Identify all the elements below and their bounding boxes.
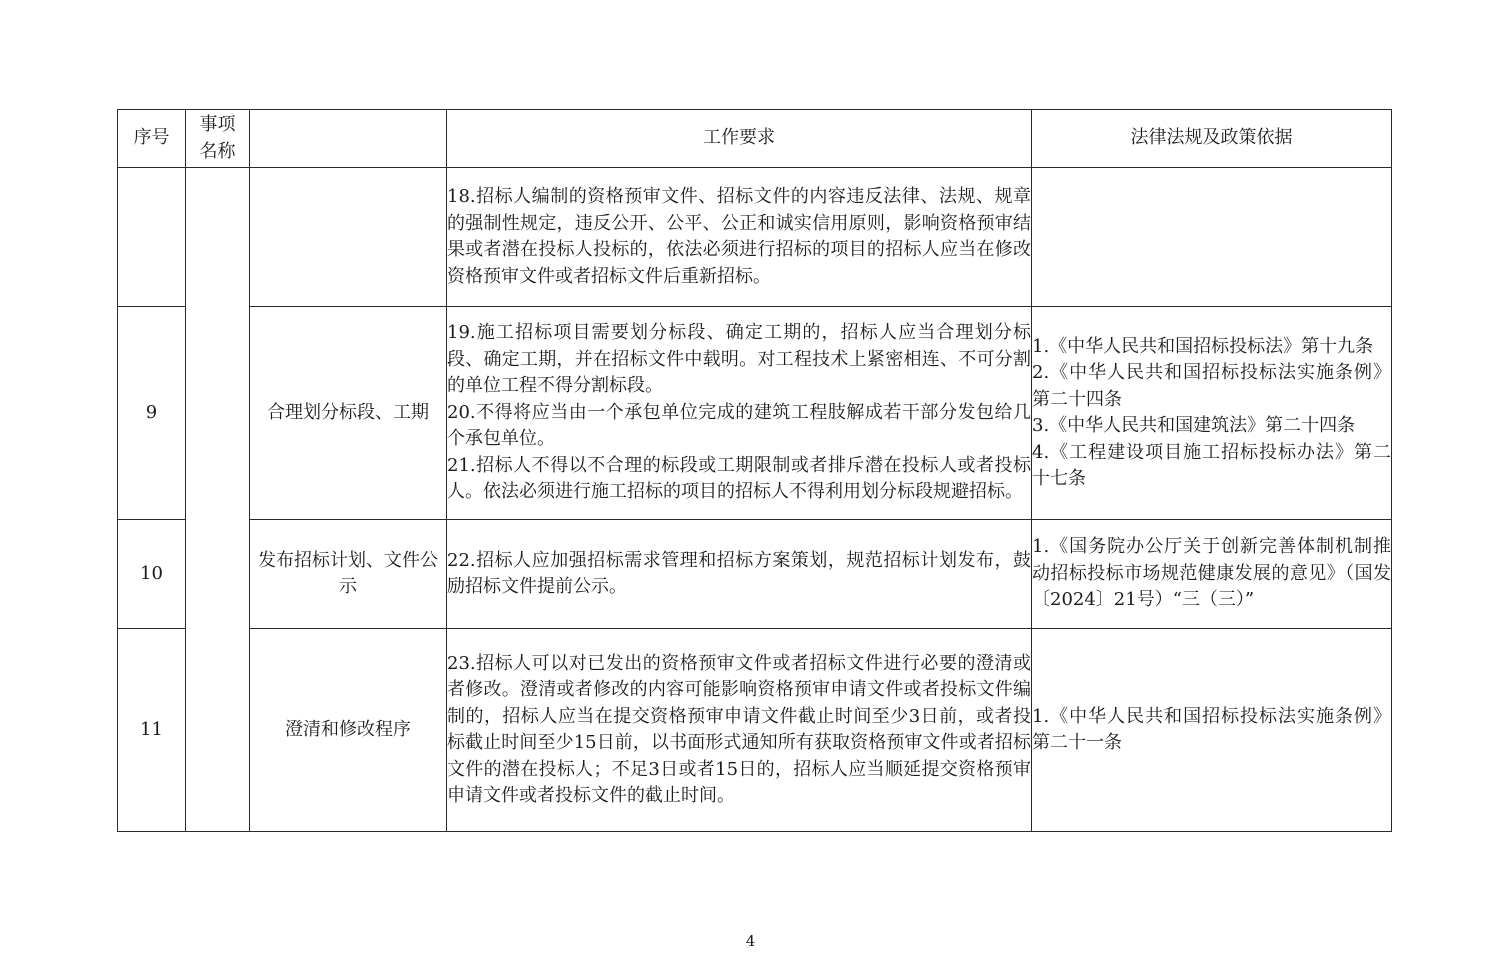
law-item: 1.《中华人民共和国招标投标法》第十九条 — [1032, 335, 1374, 357]
row-requirements — [447, 520, 1032, 629]
row-seq: 9 — [118, 307, 186, 520]
table-header-row — [118, 110, 1392, 168]
header-name — [186, 110, 250, 168]
requirement-item: 18.招标人编制的资格预审文件、招标文件的内容违反法律、法规、规章的强制性规定，违反公开、公平、公正和诚实信用原则，影响资格预审结果或者潜在投标人投标的，依法必须进行招标的项目的招标人应当在修改资格预审文件或者招标文件后重新招标。 — [447, 186, 1031, 287]
row-requirements — [447, 168, 1032, 307]
law-item: 2.《中华人民共和国招标投标法实施条例》第二十四条 — [1032, 362, 1391, 410]
row-sub: 澄清和修改程序 — [250, 629, 447, 832]
requirement-item: 19.施工招标项目需要划分标段、确定工期的，招标人应当合理划分标段、确定工期，并在招标文件中载明。对工程技术上紧密相连、不可分割的单位工程不得分割标段。 — [447, 322, 1031, 397]
row-sub: 合理划分标段、工期 — [250, 307, 447, 520]
row-laws — [1032, 307, 1392, 520]
requirement-item: 23.招标人可以对已发出的资格预审文件或者招标文件进行必要的澄清或者修改。澄清或者修改的内容可能影响资格预审申请文件或者投标文件编制的，招标人应当在提交资格预审申请文件截止时间至少3日前，或者投标截止时间至少15日前，以书面形式通知所有获取资格预审文件或者招标文件的潜在投标人；不足3日或者15日的，招标人应当顺延提交资格预审申请文件或者投标文件的截止时间。 — [447, 652, 1031, 806]
row-requirements — [447, 307, 1032, 520]
requirement-item: 22.招标人应加强招标需求管理和招标方案策划，规范招标计划发布，鼓励招标文件提前公示。 — [447, 549, 1031, 597]
row-sub: 发布招标计划、文件公示 — [250, 520, 447, 629]
requirement-item: 21.招标人不得以不合理的标段或工期限制或者排斥潜在投标人或者投标人。依法必须进行施工招标的项目的招标人不得利用划分标段规避招标。 — [447, 454, 1031, 503]
row-seq: 10 — [118, 520, 186, 629]
table-row — [118, 629, 1392, 832]
row-seq — [118, 168, 186, 307]
item-name-cell — [186, 168, 250, 832]
row-laws — [1032, 168, 1392, 307]
row-laws — [1032, 629, 1392, 832]
header-law: 法律法规及政策依据 — [1032, 110, 1392, 168]
header-name-text: 事项 名称 — [199, 114, 236, 162]
law-item: 4.《工程建设项目施工招标投标办法》第二十七条 — [1032, 441, 1391, 489]
law-item: 1.《中华人民共和国招标投标法实施条例》第二十一条 — [1032, 705, 1391, 753]
table-row — [118, 168, 1392, 307]
requirement-item: 20.不得将应当由一个承包单位完成的建筑工程肢解成若干部分发包给几个承包单位。 — [447, 401, 1031, 450]
page-number: 4 — [745, 932, 756, 950]
table-row — [118, 520, 1392, 629]
regulation-table — [117, 109, 1392, 832]
law-item: 1.《国务院办公厅关于创新完善体制机制推动招标投标市场规范健康发展的意见》（国发〔2024〕21号）“三（三）” — [1032, 536, 1391, 611]
row-sub — [250, 168, 447, 307]
law-item: 3.《中华人民共和国建筑法》第二十四条 — [1032, 415, 1356, 436]
row-requirements — [447, 629, 1032, 832]
table-row — [118, 307, 1392, 520]
header-requirement: 工作要求 — [447, 110, 1032, 168]
header-sub — [250, 110, 447, 168]
row-seq: 11 — [118, 629, 186, 832]
row-laws — [1032, 520, 1392, 629]
header-seq: 序号 — [118, 110, 186, 168]
